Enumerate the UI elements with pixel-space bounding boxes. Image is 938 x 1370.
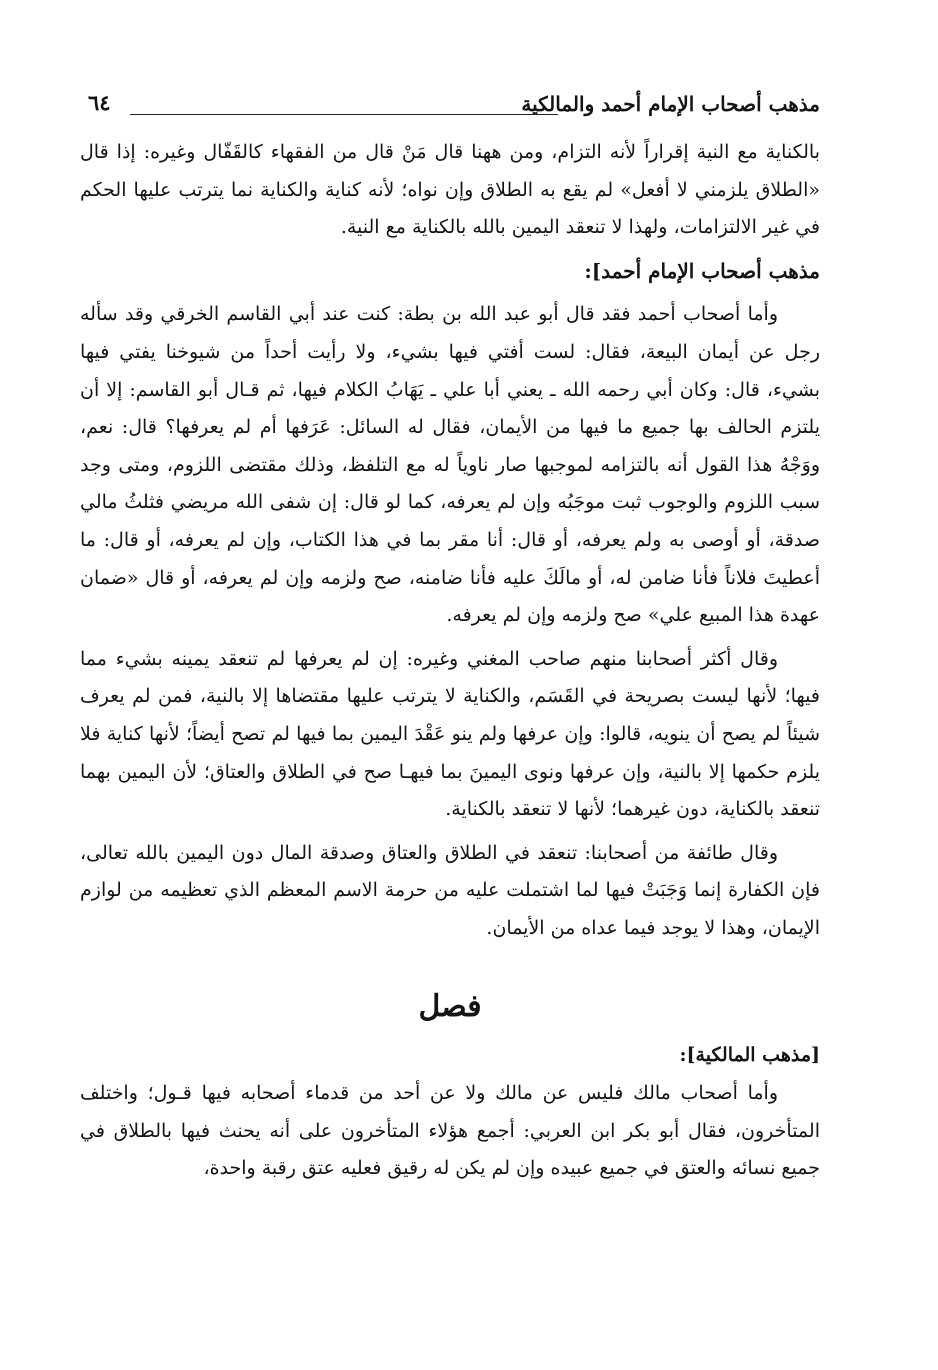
page [80,86,820,1356]
running-header [80,86,820,122]
paragraph-3: وقال أكثر أصحابنا منهم صاحب المغني وغيره: إن لم يعرفها لم تنعقد يمينه بشيء مما فيها؛ لأنها ليست بصريحة في القَسَم، والكناية لا يترتب عليها مقتضاها إلا بالنية، فمن لم يعرف شيئاً لم يصح أن ينويه، قالوا: وإن عرفها ولم ينو عَقْدَ اليمين بما فيها لم تصح أيضاً؛ لأنها كناية فلا يلزم حكمها إلا بالنية، وإن عرفها ونوى اليمينَ بما فيهـا صح في الطلاق والعتاق؛ لأن اليمين بهما تنعقد بالكناية، دون غيرهما؛ لأنها لا تنعقد بالكناية. [80,647,820,821]
fasl-heading: فصل [418,989,482,1025]
page-number: ٦٤ [88,90,111,115]
paragraph-2: وأما أصحاب أحمد فقد قال أبو عبد الله بن بطة: كنت عند أبي القاسم الخرقي وقد سأله رجل عن أيمان البيعة، فقال: لست أفتي فيها بشيء، ولا رأيت أحداً من شيوخنا يفتي فيها بشيء، قال: وكان أبي رحمه الله ـ يعني أبا علي ـ يَهَابُ الكلام فيها، ثم قـال أبو القاسم: إلا أن يلتزم الحالف بها جميع ما فيها من الأيمان، فقال له السائل: عَرَفها أم لم يعرفها؟ قال: نعم، ووَجْهُ هذا القول أنه بالتزامه لموجبها صار ناوياً له مع التلفظ، وذلك مقتضى اللزوم، ومتى وجد سبب اللزوم والوجوب ثبت موجَبُه وإن لم يعرفه، كما لو قال: إن شفى الله مريضي فثلثُ مالي صدقة، أو أوصى به ولم يعرفه، أو قال: أنا مقر بما في هذا الكتاب، وإن لم يعرفه، أو قال: ما أعطيتَ فلاناً فأنا ضامن له، أو مالَكَ عليه فأنا ضامنه، صح ولزمه وإن لم يعرفه، أو قال «ضمان عهدة هذا المبيع علي» صح ولزمه وإن لم يعرفه. [80,303,820,627]
section-heading-ahmad: مذهب أصحاب الإمام أحمد]: [584,258,820,283]
paragraph-1: بالكناية مع النية إقراراً لأنه التزام، ومن ههنا قال مَنْ قال من الفقهاء كالقَفّال وغيره: إذا قال «الطلاق يلزمني لا أفعل» لم يقع به الطلاق وإن نواه؛ لأنه كناية والكناية نما يترتب عليها الحكم في غير الالتزامات، ولهذا لا تنعقد اليمين بالله بالكناية مع النية. [80,141,820,239]
page-body [80,134,820,1188]
header-title: مذهب أصحاب الإمام أحمد والمالكية [521,92,820,116]
paragraph-4: وقال طائفة من أصحابنا: تنعقد في الطلاق والعتاق وصدقة المال دون اليمين بالله تعالى، فإن الكفارة إنما وَجَبَتْ فيها لما اشتملت عليه من حرمة الاسم المعظم الذي تعظيمه من لوازم الإيمان، وهذا لا يوجد فيما عداه من الأيمان. [80,841,820,939]
header-rule [130,114,558,115]
paragraph-5: وأما أصحاب مالك فليس عن مالك ولا عن أحد من قدماء أصحابه فيها قـول؛ واختلف المتأخرون، فقال أبو بكر ابن العربي: أجمع هؤلاء المتأخرون على أنه يحنث فيها بالطلاق في جميع نسائه والعتق في جميع عبيده وإن لم يكن له رقيق فعليه عتق رقبة واحدة، [80,1082,820,1180]
section-heading-malikiyya: [مذهب المالكية]: [679,1044,820,1067]
